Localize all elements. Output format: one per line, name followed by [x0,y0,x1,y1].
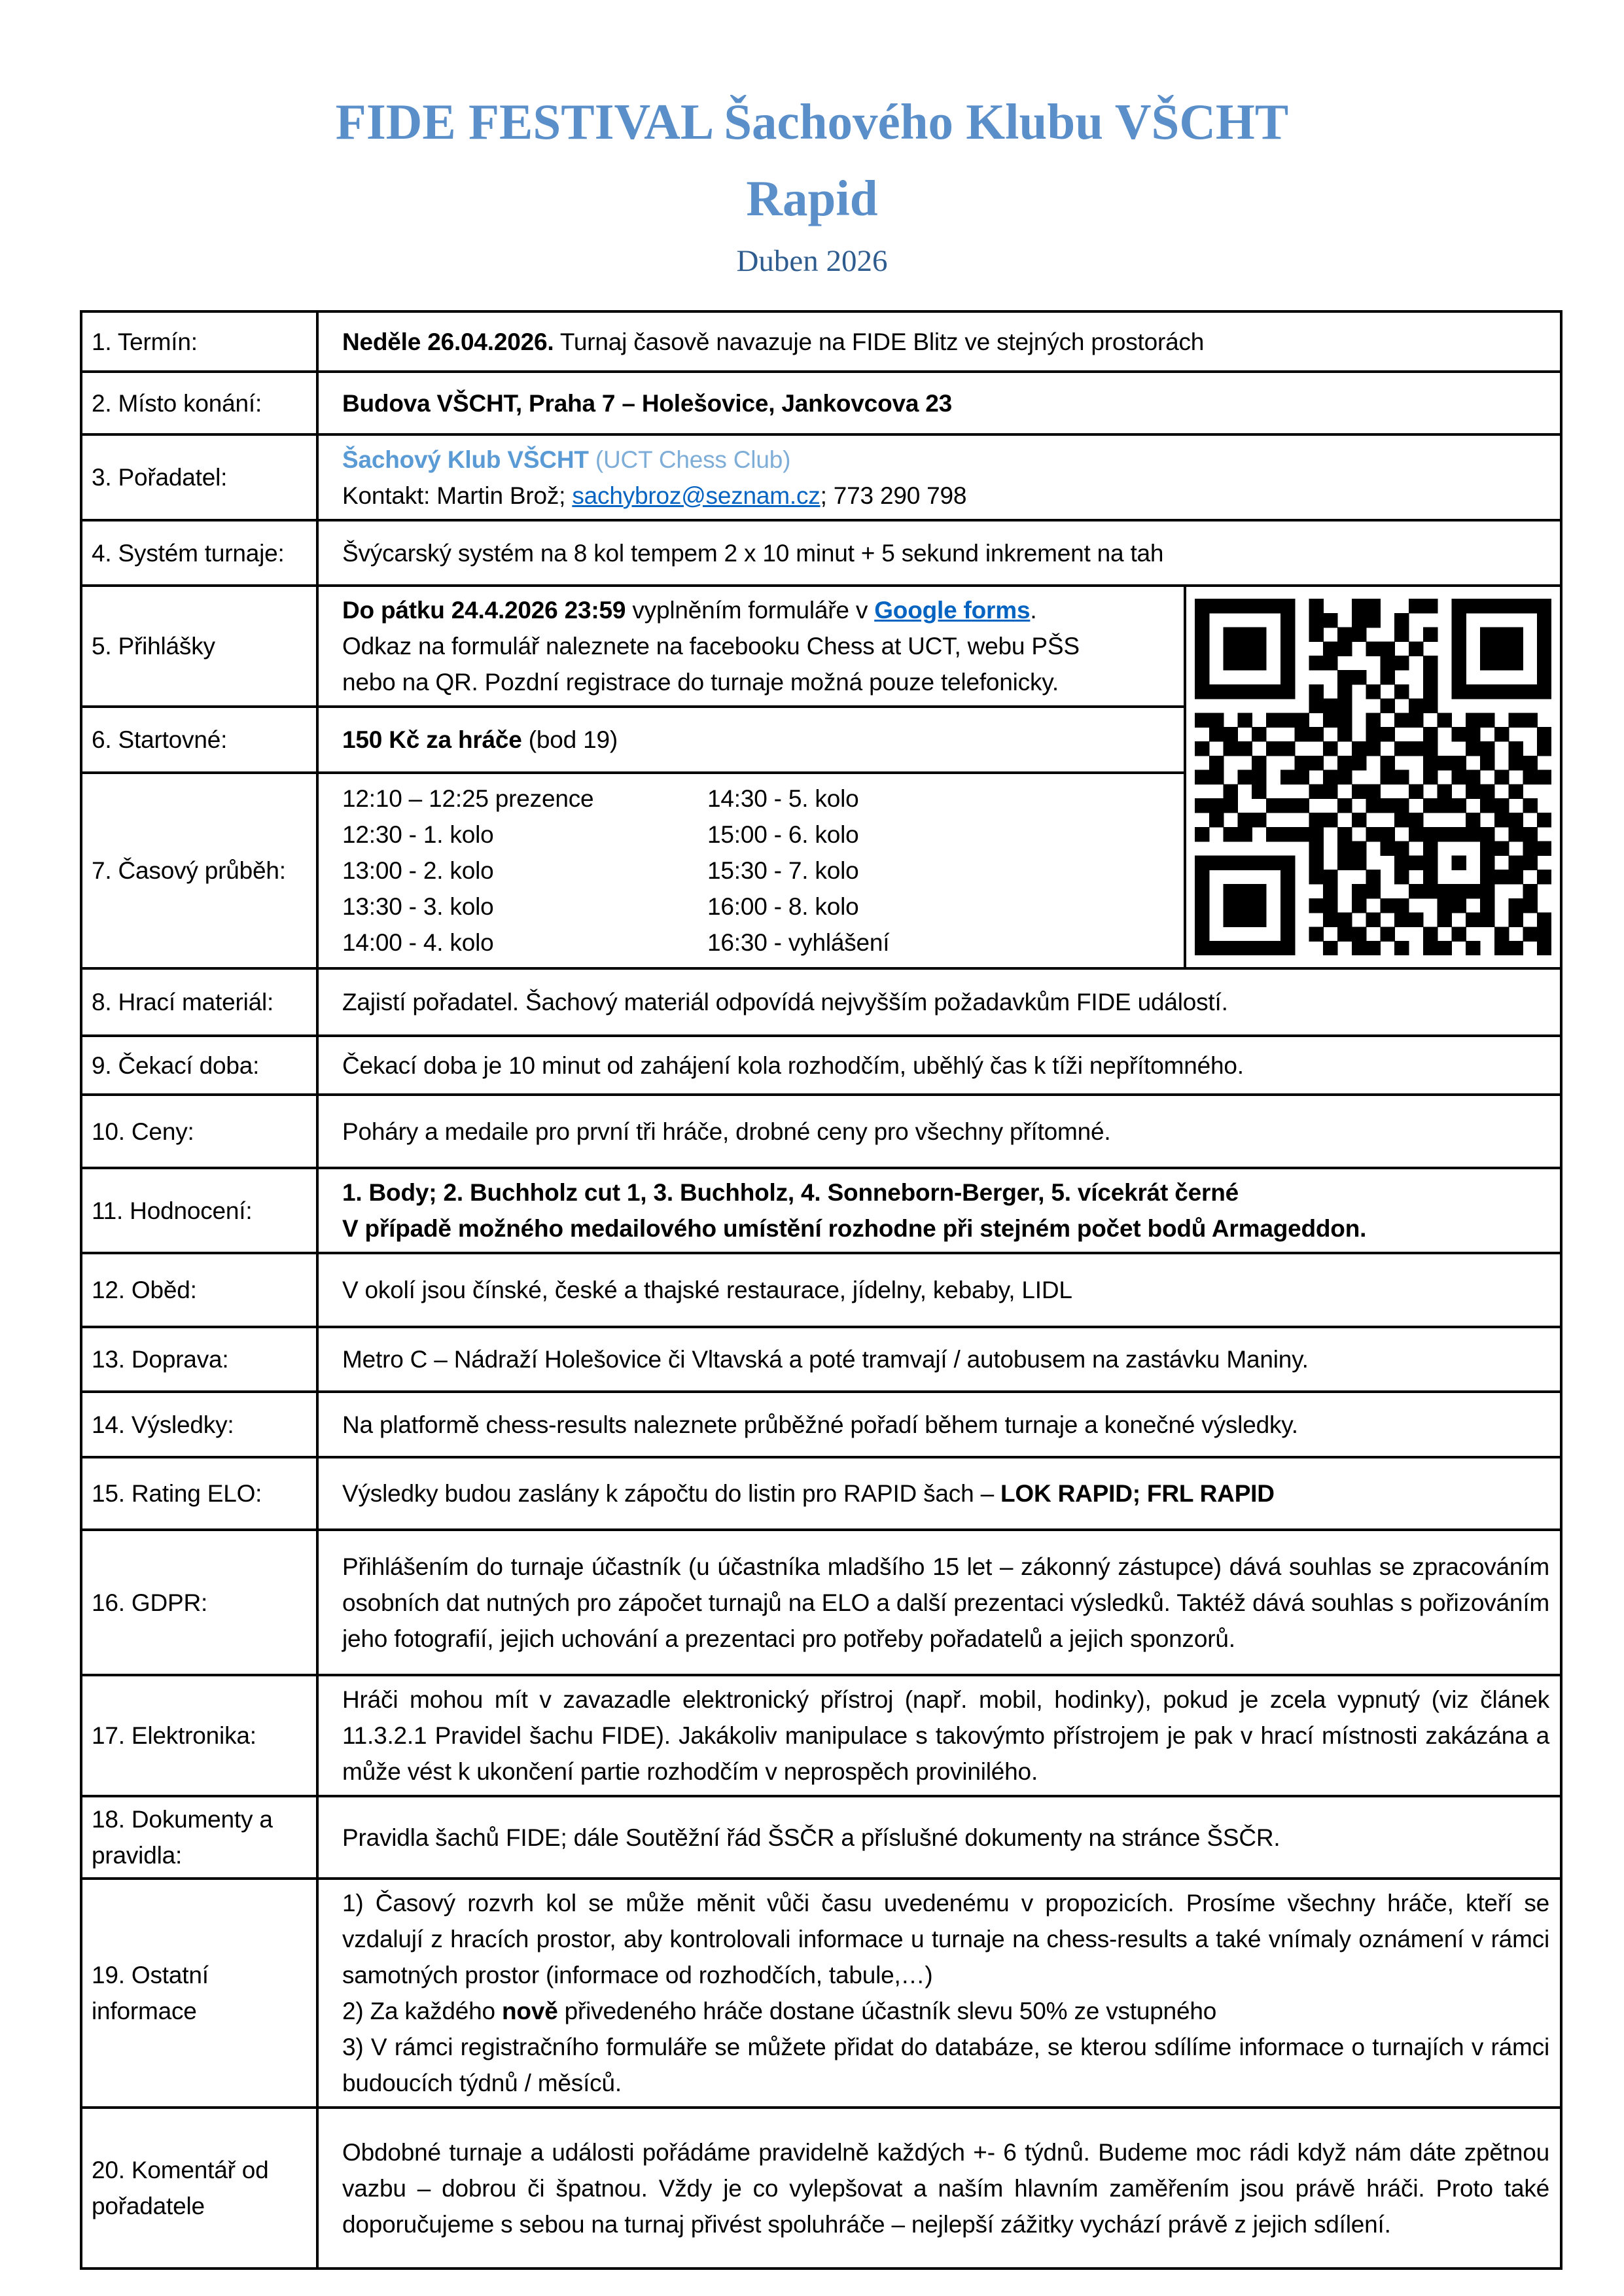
email-link[interactable]: sachybroz@seznam.cz [572,482,821,509]
text-segment: (UCT Chess Club) [588,446,791,473]
row-label: 1. Termín: [81,311,317,372]
qr-code-cell [1185,586,1561,968]
row-content [317,434,1561,520]
text-segment: Na platformě chess-results naleznete průběžné pořadí během turnaje a konečné výsledky. [342,1411,1298,1438]
table-row [81,434,1561,520]
text-segment: Kontakt: Martin Brož; [342,482,573,509]
page-subtitle-rapid: Rapid [746,170,878,226]
text-segment: 150 Kč za hráče [342,726,522,753]
row-label: 5. Přihlášky [81,586,317,707]
row-content [317,1796,1561,1879]
text-segment: Odkaz na formulář naleznete na facebooku Chess at UCT, webu PŠS [342,633,1080,660]
table-row [81,968,1561,1036]
content-line [342,1341,1549,1377]
row-label: 3. Pořadatel: [81,434,317,520]
row-label: 18. Dokumenty a pravidla: [81,1796,317,1879]
text-segment: 3) V rámci registračního formuláře se můžete přidat do databáze, se kterou sdílíme informace o turnajích v rámci budoucích týdnů / měsíců. [342,2034,1550,2096]
row-label: 14. Výsledky: [81,1392,317,1457]
row-label: 4. Systém turnaje: [81,520,317,586]
schedule-line [342,817,1173,853]
qr-code [1195,599,1551,955]
row-label: 8. Hrací materiál: [81,968,317,1036]
table-row [81,1675,1561,1796]
row-content [317,1327,1561,1392]
schedule-line [342,781,1173,817]
row-label: 17. Elektronika: [81,1675,317,1796]
content-line [342,664,1173,700]
text-segment: (bod 19) [521,726,618,753]
tournament-info-table [80,310,1562,2270]
table-row [81,1327,1561,1392]
table-row [81,1095,1561,1168]
document-header [0,0,1624,279]
content-line [342,324,1549,360]
row-label: 13. Doprava: [81,1327,317,1392]
content-line [342,1682,1549,1790]
schedule-time-left: 14:00 - 4. kolo [342,929,494,956]
table-row [81,1879,1561,2108]
schedule-time-left: 13:00 - 2. kolo [342,857,494,884]
content-line [342,442,1549,478]
row-label: 19. Ostatní informace [81,1879,317,2108]
text-segment: Čekací doba je 10 minut od zahájení kola rozhodčím, uběhlý čas k tíži nepřítomného. [342,1051,1244,1079]
text-segment: Přihlášením do turnaje účastník (u účastníka mladšího 15 let – zákonný zástupce) dává souhlas se zpracováním osobních dat nutných pro zápočet turnajů na ELO a další prezentaci výsledků. Taktéž dává souhlas s pořizováním jeho fotografií, jejich uchování a prezentaci pro potřeby pořadatelů a jejich sponzorů. [342,1553,1550,1652]
schedule-time-right: 15:30 - 7. kolo [707,857,859,884]
content-line [342,1549,1549,1657]
row-content [317,707,1185,773]
content-line [342,535,1549,571]
row-content [317,773,1185,968]
row-content [317,1036,1561,1095]
schedule-time-right: 15:00 - 6. kolo [707,821,859,848]
schedule-time-right: 16:00 - 8. kolo [707,893,859,920]
table-row [81,1796,1561,1879]
table-row [81,2108,1561,2269]
text-segment: Turnaj časově navazuje na FIDE Blitz ve stejných prostorách [554,328,1205,355]
row-content [317,1675,1561,1796]
row-content [317,1095,1561,1168]
table-row [81,520,1561,586]
text-segment: vyplněním formuláře v [626,597,875,624]
text-segment: Švýcarský systém na 8 kol tempem 2 x 10 minut + 5 sekund inkrement na tah [342,539,1164,567]
schedule-line [342,889,1173,925]
content-line [342,628,1173,664]
table-row [81,1457,1561,1530]
text-segment: nebo na QR. Pozdní registrace do turnaje možná pouze telefonicky. [342,669,1059,696]
text-segment: . [1030,597,1037,624]
text-segment: Hráči mohou mít v zavazadle elektronický přístroj (např. mobil, hodinky), pokud je zcela vypnutý (viz článek 11.3.2.1 Pravidel šachu FIDE). Jakákoliv manipulace s takovýmto přístrojem je pak v hrací místnosti zakázána a může vést k ukončení partie rozhodčím v neprospěch provinilého. [342,1686,1550,1785]
google-forms-link[interactable]: Google forms [874,597,1031,624]
schedule-line [342,925,1173,961]
table-row [81,1253,1561,1327]
row-content [317,1253,1561,1327]
row-label: 11. Hodnocení: [81,1168,317,1253]
table-row [81,311,1561,372]
schedule-time-left: 12:30 - 1. kolo [342,821,494,848]
row-label: 20. Komentář od pořadatele [81,2108,317,2269]
table-row [81,1530,1561,1675]
table-body [81,311,1561,2269]
content-line [342,1820,1549,1856]
page-date: Duben 2026 [736,244,888,278]
content-line [342,1210,1549,1246]
row-label: 6. Startovné: [81,707,317,773]
text-segment: ; 773 290 798 [820,482,967,509]
table-row [81,372,1561,434]
row-content [317,2108,1561,2269]
content-line [342,1114,1549,1150]
content-line [342,385,1549,421]
row-label: 7. Časový průběh: [81,773,317,968]
schedule-time-right: 14:30 - 5. kolo [707,785,859,812]
schedule-time-right: 16:30 - vyhlášení [707,929,890,956]
content-line [342,1174,1549,1210]
row-label: 15. Rating ELO: [81,1457,317,1530]
content-line [342,1272,1549,1308]
text-segment: Budova VŠCHT, Praha 7 – Holešovice, Jankovcova 23 [342,389,953,417]
text-segment: V případě možného medailového umístění rozhodne při stejném počet bodů Armageddon. [342,1215,1367,1242]
schedule-time-left: 13:30 - 3. kolo [342,893,494,920]
schedule-time-left: 12:10 – 12:25 prezence [342,785,594,812]
text-segment: Obdobné turnaje a události pořádáme pravidelně každých +- 6 týdnů. Budeme moc rádi když nám dáte zpětnou vazbu – dobrou či špatnou. Vždy je co vylepšovat a naším hlavním zaměřením jsou právě hráči. Proto také doporučujeme s sebou na turnaj přivést spoluhráče – nejlepší zážitky vychází právě z jejich sdílení. [342,2138,1550,2238]
row-content [317,1392,1561,1457]
row-label: 10. Ceny: [81,1095,317,1168]
table-row [81,1168,1561,1253]
content-line [342,1993,1549,2029]
page-title: FIDE FESTIVAL Šachového Klubu VŠCHT [335,94,1289,150]
row-content [317,311,1561,372]
text-segment: Šachový Klub VŠCHT [342,446,589,473]
text-segment: 1) Časový rozvrh kol se může měnit vůči času uvedenému v propozicích. Prosíme všechny hráče, kteří se vzdalují z hracích prostor, aby kontrolovali informace u turnaje na chess-results a také vnímaly oznámení v rámci samotných prostor (informace od rozhodčích, tabule,…) [342,1890,1550,1988]
content-line [342,1475,1549,1511]
content-line [342,478,1549,514]
text-segment: Zajistí pořadatel. Šachový materiál odpovídá nejvyšším požadavkům FIDE událostí. [342,989,1228,1016]
text-segment: Neděle 26.04.2026. [342,328,554,355]
text-segment: V okolí jsou čínské, české a thajské restaurace, jídelny, kebaby, LIDL [342,1277,1072,1303]
row-content [317,1457,1561,1530]
content-line [342,1407,1549,1443]
row-label: 2. Místo konání: [81,372,317,434]
table-row [81,1036,1561,1095]
text-segment: nově [502,1998,558,2024]
row-content [317,968,1561,1036]
row-label: 12. Oběd: [81,1253,317,1327]
row-content [317,520,1561,586]
schedule-line [342,853,1173,889]
text-segment: Poháry a medaile pro první tři hráče, drobné ceny pro všechny přítomné. [342,1118,1111,1145]
content-line [342,1885,1549,1993]
text-segment: Pravidla šachů FIDE; dále Soutěžní řád ŠSČR a příslušné dokumenty na stránce ŠSČR. [342,1824,1280,1851]
content-line [342,984,1549,1020]
content-line [342,722,1173,758]
content-line [342,2029,1549,2101]
text-segment: Výsledky budou zaslány k zápočtu do listin pro RAPID šach – [342,1480,1001,1507]
content-line [342,2134,1549,2242]
row-label: 9. Čekací doba: [81,1036,317,1095]
text-segment: 1. Body; 2. Buchholz cut 1, 3. Buchholz, 4. Sonneborn-Berger, 5. vícekrát černé [342,1179,1239,1206]
text-segment: Do pátku 24.4.2026 23:59 [342,597,626,624]
content-line [342,1048,1549,1084]
row-content [317,1879,1561,2108]
text-segment: Metro C – Nádraží Holešovice či Vltavská a poté tramvají / autobusem na zastávku Maniny. [342,1346,1309,1373]
text-segment: 2) Za každého [342,1998,503,2024]
row-content [317,1530,1561,1675]
row-label: 16. GDPR: [81,1530,317,1675]
row-content [317,372,1561,434]
text-segment: LOK RAPID; FRL RAPID [1000,1480,1275,1507]
text-segment: přivedeného hráče dostane účastník slevu 50% ze vstupného [557,1998,1217,2024]
content-line [342,592,1173,628]
table-row [81,586,1561,707]
row-content [317,1168,1561,1253]
table-row [81,1392,1561,1457]
row-content [317,586,1185,707]
